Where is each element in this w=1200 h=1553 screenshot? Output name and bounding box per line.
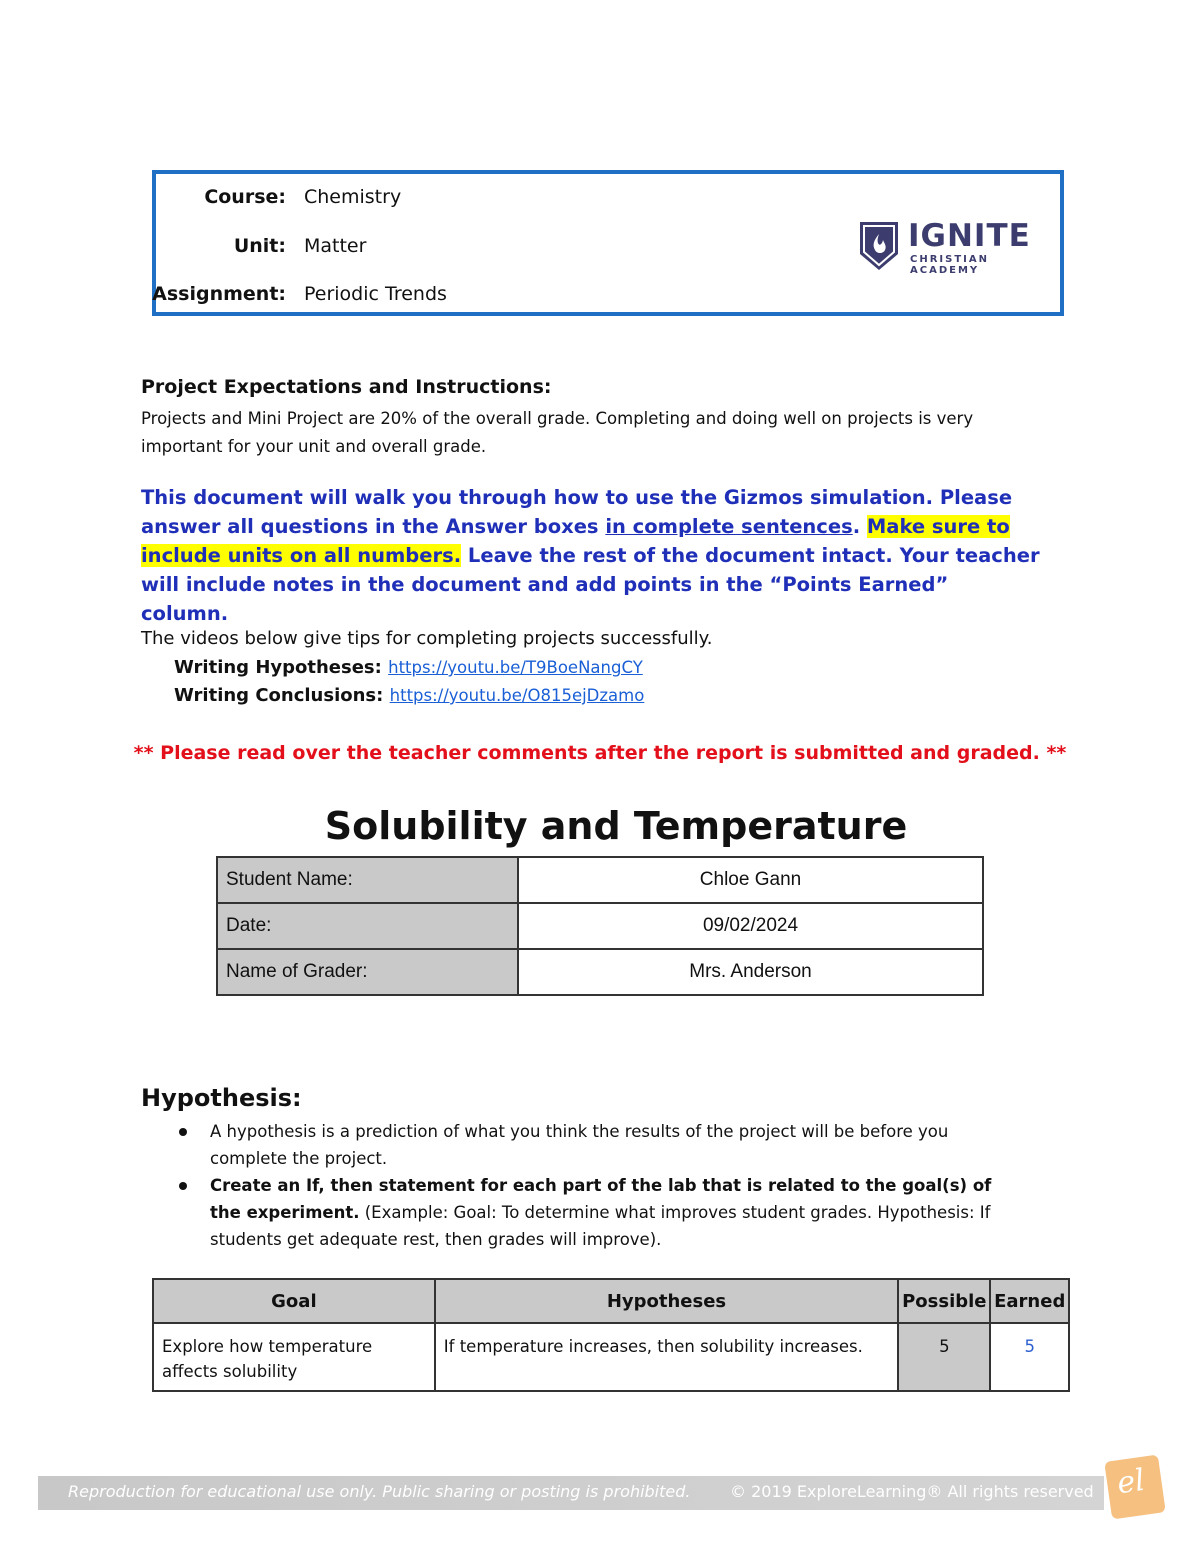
student-name-label: Student Name: [217, 857, 518, 903]
bullet-text: A hypothesis is a prediction of what you think the results of the project will be before you complete the project. [210, 1122, 949, 1168]
instructions-paragraph [141, 483, 1041, 628]
conclusions-video-link[interactable]: https://youtu.be/O815ejDzamo [389, 686, 645, 705]
hypothesis-table [152, 1278, 1070, 1392]
footer-copyright: © 2019 ExploreLearning® All rights reserved [730, 1482, 1094, 1501]
date-label: Date: [217, 903, 518, 949]
assignment-label: Assignment: [152, 283, 286, 305]
goal-cell[interactable]: Explore how temperature affects solubility [153, 1323, 435, 1391]
conclusions-video-label: Writing Conclusions: [174, 685, 384, 706]
instructions-part3: Leave the rest of the document intact. Your teacher will include notes in the document and add points in the “Points Earned” column. [141, 544, 1040, 625]
hypothesis-cell[interactable]: If temperature increases, then solubility increases. [435, 1323, 898, 1391]
assignment-value: Periodic Trends [304, 283, 447, 305]
grader-value[interactable]: Mrs. Anderson [518, 949, 983, 995]
course-label: Course: [204, 186, 286, 208]
instructions-part2: . [852, 515, 867, 538]
explorelearning-logo-icon [1104, 1455, 1166, 1520]
earned-cell[interactable]: 5 [990, 1323, 1069, 1391]
teacher-comments-note: ** Please read over the teacher comments after the report is submitted and graded. ** [133, 742, 1067, 764]
student-name-value[interactable]: Chloe Gann [518, 857, 983, 903]
document-title: Solubility and Temperature [324, 804, 908, 848]
bullet-bold-text: Create an If, then statement for each part of the lab that is related to the goal(s) of the experiment. [210, 1176, 992, 1222]
grader-label: Name of Grader: [217, 949, 518, 995]
expectations-title: Project Expectations and Instructions: [141, 376, 552, 398]
table-header-row [153, 1279, 1069, 1323]
instructions-part1: This document will walk you through how to use the Gizmos simulation. Please answer all questions in the Answer boxes [141, 486, 1013, 538]
list-item [174, 1118, 1024, 1172]
table-row [217, 949, 983, 995]
bullet-icon [179, 1182, 187, 1190]
table-row [217, 857, 983, 903]
date-value[interactable]: 09/02/2024 [518, 903, 983, 949]
column-header-goal: Goal [153, 1279, 435, 1323]
unit-label: Unit: [233, 235, 286, 257]
course-value: Chemistry [304, 186, 402, 208]
instructions-highlighted: Make sure to include units on all numbers. [141, 515, 1010, 567]
hypothesis-title: Hypothesis: [141, 1084, 302, 1112]
table-row [153, 1323, 1069, 1391]
column-header-earned: Earned [990, 1279, 1069, 1323]
badge-text: el [1114, 1462, 1147, 1502]
footer-disclaimer: Reproduction for educational use only. Public sharing or posting is prohibited. [68, 1482, 691, 1501]
logo-subtitle: CHRISTIAN ACADEMY [910, 254, 989, 276]
videos-intro: The videos below give tips for completing projects successfully. [141, 628, 713, 649]
column-header-possible: Possible [898, 1279, 990, 1323]
hypotheses-video-link[interactable]: https://youtu.be/T9BoeNangCY [388, 658, 643, 677]
flame-shield-icon [856, 218, 902, 274]
list-item [174, 1172, 1024, 1253]
unit-value: Matter [304, 235, 367, 257]
column-header-hypotheses: Hypotheses [435, 1279, 898, 1323]
ignite-logo [856, 218, 1056, 278]
bullet-icon [179, 1128, 187, 1136]
instructions-underlined: in complete sentences [605, 515, 853, 538]
hypotheses-video-label: Writing Hypotheses: [174, 657, 382, 678]
video-row-conclusions [174, 685, 644, 706]
video-row-hypotheses [174, 657, 643, 678]
hypothesis-bullets [174, 1118, 1024, 1253]
expectations-body: Projects and Mini Project are 20% of the overall grade. Completing and doing well on projects is very important for your unit and overall grade. [141, 409, 974, 456]
bullet-text: (Example: Goal: To determine what improves student grades. Hypothesis: If students get adequate rest, then grades will improve). [210, 1203, 991, 1249]
table-row [217, 903, 983, 949]
student-info-table [216, 856, 984, 996]
possible-cell: 5 [898, 1323, 990, 1391]
logo-name: IGNITE [908, 218, 1031, 254]
